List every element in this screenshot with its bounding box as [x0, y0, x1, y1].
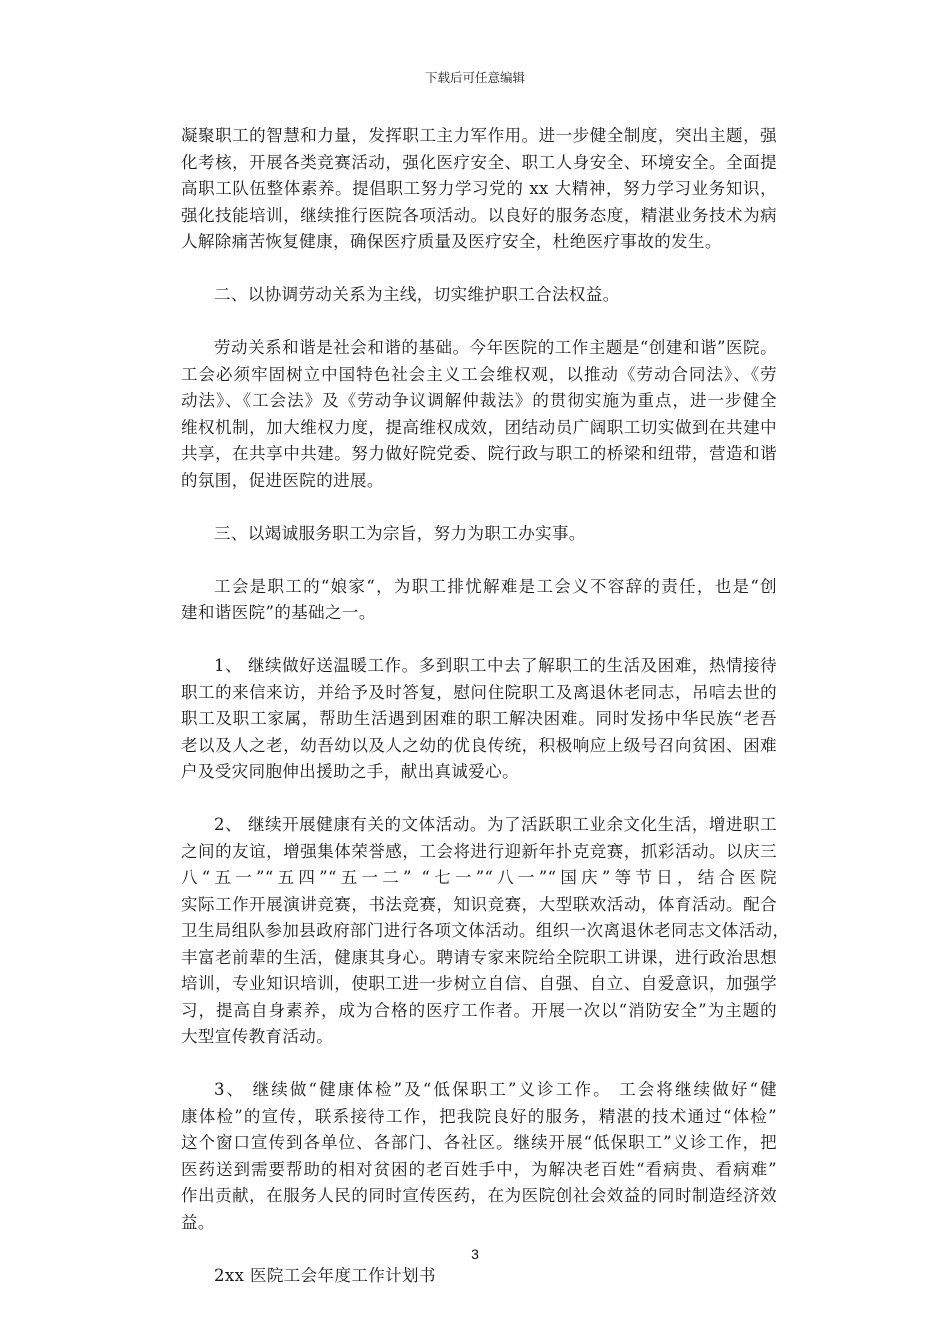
text-line: 职工及职工家属，帮助生活遇到困难的职工解决困难。同时发扬中华民族“老吾	[181, 709, 777, 728]
paragraph	[181, 812, 790, 1051]
text-line: 维权机制，加大维权力度，提高维权成效，团结动员广阔职工切实做到在共建中	[181, 417, 777, 437]
text-line: 工会是职工的“娘家“，为职工排忧解难是工会义不容辞的责任，也是“创	[214, 576, 777, 596]
paragraph	[181, 574, 777, 627]
text-line: 2、 继续开展健康有关的文体活动。为了活跃职工业余文化生活，增进职工	[214, 815, 777, 834]
text-line: 1、 继续做好送温暖工作。多到职工中去了解职工的生活及困难，热情接待	[214, 656, 777, 675]
paragraph	[181, 1263, 777, 1290]
text-line: 的氛围，促进医院的进展。	[181, 470, 384, 490]
text-line: 医药送到需要帮助的相对贫困的老百姓手中，为解决老百姓“看病贵、看病难”	[181, 1159, 777, 1179]
text-line: 2xx 医院工会年度工作计划书	[214, 1265, 436, 1285]
text-line: 工会必须牢固树立中国特色社会主义工会维权观，以推动《劳动合同法》、《劳	[181, 364, 777, 384]
text-line: 益。	[181, 1212, 215, 1232]
text-line: 实际工作开展演讲竞赛，书法竞赛，知识竞赛，大型联欢活动，体育活动。配合	[181, 894, 777, 914]
text-line: 高职工队伍整体素养。提倡职工努力学习党的 xx 大精神，努力学习业务知识，	[181, 179, 777, 198]
text-line: 职工的来信来访，并给予及时答复，慰问住院职工及离退休老同志，吊唁去世的	[181, 682, 777, 702]
text-line: 共享，在共享中共建。努力做好院党委、院行政与职工的桥梁和纽带，营造和谐	[181, 444, 777, 463]
paragraph	[181, 123, 777, 256]
text-line: 这个窗口宣传到各单位、各部门、各社区。继续开展“低保职工”义诊工作，把	[181, 1133, 777, 1152]
text-line: 化考核，开展各类竞赛活动，强化医疗安全、职工人身安全、环境安全。全面提	[181, 152, 777, 172]
text-line: 之间的友谊，增强集体荣誉感，工会将进行迎新年扑克竞赛，抓彩活动。以庆三	[181, 841, 777, 861]
text-line: 大型宣传教育活动。	[181, 1027, 334, 1046]
paragraph	[181, 335, 777, 494]
text-line: 三、以竭诚服务职工为宗旨，努力为职工办实事。	[214, 523, 586, 543]
text-line: 卫生局组队参加县政府部门进行各项文体活动。组织一次离退休老同志文体活动，	[181, 921, 790, 940]
text-line: 丰富老前辈的生活，健康其身心。聘请专家来院给全院职工讲课，进行政治思想	[181, 947, 777, 967]
text-line: 强化技能培训，继续推行医院各项活动。以良好的服务态度，精湛业务技术为病	[181, 205, 777, 225]
text-line: 作出贡献，在服务人民的同时宣传医药，在为医院创社会效益的同时制造经济效	[181, 1186, 777, 1205]
text-line: 劳动关系和谐是社会和谐的基础。今年医院的工作主题是“创建和谐”医院。	[214, 338, 777, 357]
paragraph	[181, 1077, 777, 1236]
text-line: 3、 继续做“健康体检”及“低保职工”义诊工作。 工会将继续做好“健	[214, 1080, 777, 1099]
text-line: 动法》、《工会法》及《劳动争议调解仲裁法》的贯彻实施为重点，进一步健全	[181, 391, 777, 410]
paragraph	[181, 282, 777, 309]
page-number: 3	[471, 1246, 479, 1262]
text-line: 人解除痛苦恢复健康，确保医疗质量及医疗安全，杜绝医疗事故的发生。	[181, 232, 722, 251]
paragraph	[181, 521, 777, 548]
text-line: 二、以协调劳动关系为主线，切实维护职工合法权益。	[214, 285, 620, 304]
text-line: 康体检”的宣传，联系接待工作，把我院良好的服务，精湛的技术通过“体检”	[181, 1106, 777, 1126]
text-line: 习，提高自身素养，成为合格的医疗工作者。开展一次以“消防安全”为主题的	[181, 1000, 777, 1020]
text-line: 老以及人之老，幼吾幼以及人之幼的优良传统，积极响应上级号召向贫困、困难	[181, 735, 777, 755]
text-line: 凝聚职工的智慧和力量，发挥职工主力军作用。进一步健全制度，突出主题，强	[181, 126, 777, 145]
paragraph	[181, 653, 777, 786]
page-header: 下载后可任意编辑	[424, 70, 525, 85]
text-line: 户及受灾同胞伸出援助之手，献出真诚爱心。	[181, 762, 519, 781]
document-body	[181, 123, 790, 1316]
text-line: 培训，专业知识培训，使职工进一步树立自信、自强、自立、自爱意识，加强学	[181, 974, 777, 993]
text-line: 八“五一”“五四”“五一二” “七一”“八一”“国庆”等节日，结合医院	[181, 868, 777, 887]
text-line: 建和谐医院”的基础之一。	[181, 603, 376, 622]
